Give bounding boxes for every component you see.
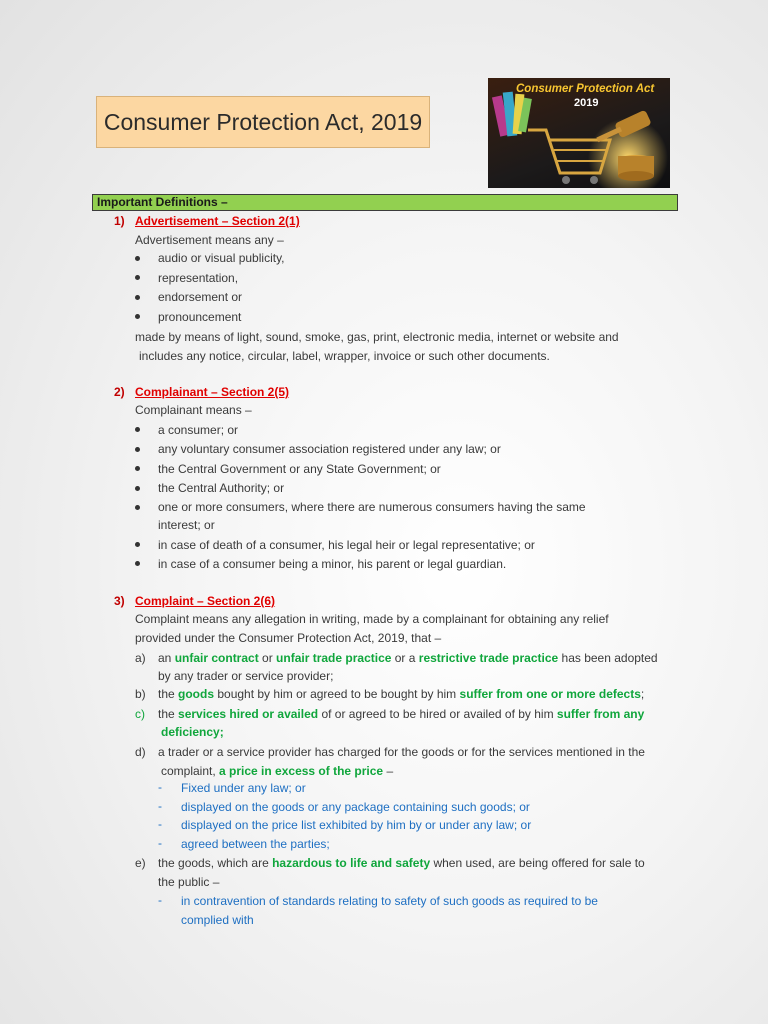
item-c-text: the services hired or availed of or agreed to be hired or availed of by him suffer from any — [158, 707, 645, 721]
item-a-text: an unfair contract or unfair trade practice or a restrictive trade practice has been adopted — [158, 651, 658, 665]
bullet-icon — [135, 256, 140, 261]
section-2-bullet: one or more consumers, where there are numerous consumers having the same — [158, 500, 586, 514]
item-d-dash: agreed between the parties; — [181, 837, 330, 851]
definitions-heading: Important Definitions – — [97, 195, 228, 209]
bullet-icon — [135, 561, 140, 566]
bullet-icon — [135, 295, 140, 300]
dash-icon: - — [158, 817, 162, 831]
bullet-icon — [135, 275, 140, 280]
section-2-intro: Complainant means – — [135, 403, 252, 417]
section-3-heading: Complaint – Section 2(6) — [135, 594, 276, 608]
section-2-bullet: a consumer; or — [158, 423, 239, 437]
banner-image — [488, 78, 670, 188]
bullet-icon — [135, 486, 140, 491]
item-d-text-continuation: complaint, a price in excess of the price – — [161, 764, 394, 778]
dash-icon: - — [158, 799, 162, 813]
banner-year: 2019 — [574, 97, 599, 109]
section-1-outro: includes any notice, circular, label, wrapper, invoice or such other documents. — [139, 349, 550, 363]
title-box — [96, 96, 430, 148]
section-2-bullet-continuation: interest; or — [158, 518, 215, 532]
section-1-outro: made by means of light, sound, smoke, gas, print, electronic media, internet or website and — [135, 330, 619, 344]
dash-icon: - — [158, 893, 162, 907]
item-a-label: a) — [135, 651, 146, 665]
item-b-text: the goods bought by him or agreed to be bought by him suffer from one or more defects; — [158, 687, 645, 701]
section-1-bullet: pronouncement — [158, 310, 242, 324]
section-2-number: 2) — [114, 385, 125, 399]
bullet-icon — [135, 466, 140, 471]
item-d-dash: Fixed under any law; or — [181, 781, 306, 795]
section-1-bullet: representation, — [158, 271, 239, 285]
item-d-label: d) — [135, 745, 146, 759]
section-1-number: 1) — [114, 214, 125, 228]
bullet-icon — [135, 314, 140, 319]
item-e-dash-continuation: complied with — [181, 913, 254, 927]
item-b-label: b) — [135, 687, 146, 701]
section-2-heading: Complainant – Section 2(5) — [135, 385, 290, 399]
bullet-icon — [135, 447, 140, 452]
section-1-heading: Advertisement – Section 2(1) — [135, 214, 300, 228]
dash-icon: - — [158, 780, 162, 794]
section-3-intro: provided under the Consumer Protection Act, 2019, that – — [135, 631, 442, 645]
item-e-text-continuation: the public – — [158, 875, 220, 889]
item-a-text-continuation: by any trader or service provider; — [158, 669, 334, 683]
bullet-icon — [135, 427, 140, 432]
item-e-dash: in contravention of standards relating to safety of such goods as required to be — [181, 894, 598, 908]
section-2-bullet: the Central Government or any State Government; or — [158, 462, 441, 476]
section-2-bullet: in case of a consumer being a minor, his parent or legal guardian. — [158, 557, 507, 571]
banner-title: Consumer Protection Act — [516, 83, 655, 95]
section-2-bullet: any voluntary consumer association registered under any law; or — [158, 442, 501, 456]
section-1-bullet: endorsement or — [158, 290, 243, 304]
definitions-bar — [92, 194, 678, 211]
item-d-dash: displayed on the price list exhibited by him by or under any law; or — [181, 818, 532, 832]
section-1-intro: Advertisement means any – — [135, 233, 284, 247]
item-d-text: a trader or a service provider has charged for the goods or for the services mentioned in the — [158, 745, 645, 759]
item-d-dash: displayed on the goods or any package containing such goods; or — [181, 800, 530, 814]
section-3-intro: Complaint means any allegation in writing, made by a complainant for obtaining any relief — [135, 612, 609, 626]
section-1-bullet: audio or visual publicity, — [158, 251, 285, 265]
item-c-text-continuation: deficiency; — [161, 725, 224, 739]
item-c-label: c) — [135, 707, 145, 721]
dash-icon: - — [158, 836, 162, 850]
section-2-bullet: in case of death of a consumer, his legal heir or legal representative; or — [158, 538, 535, 552]
section-2-bullet: the Central Authority; or — [158, 481, 285, 495]
bullet-icon — [135, 505, 140, 510]
bullet-icon — [135, 542, 140, 547]
section-3-number: 3) — [114, 594, 125, 608]
item-e-label: e) — [135, 856, 146, 870]
item-e-text: the goods, which are hazardous to life and safety when used, are being offered for sale to — [158, 856, 645, 870]
page-title: Consumer Protection Act, 2019 — [103, 108, 423, 135]
